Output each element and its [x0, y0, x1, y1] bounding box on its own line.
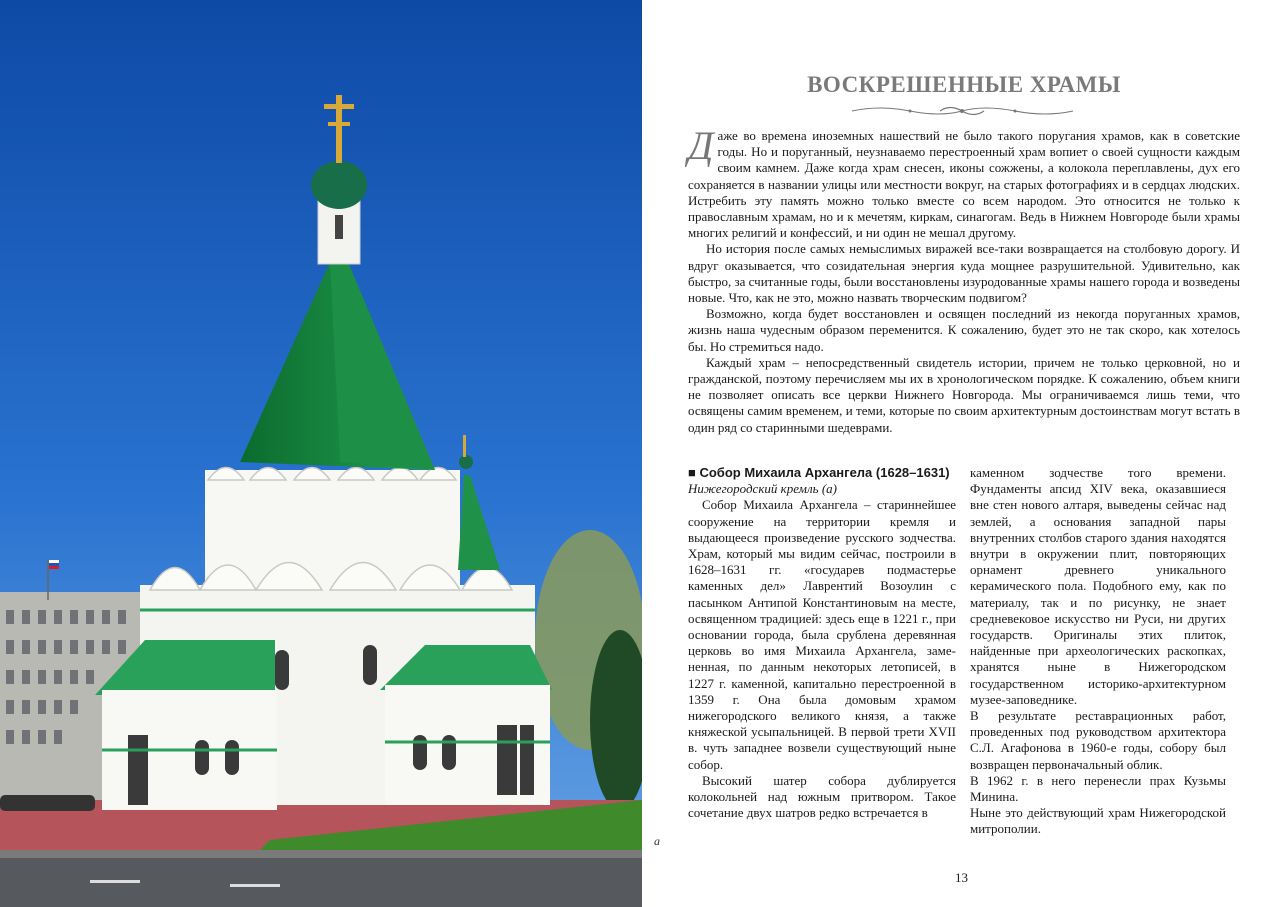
intro-paragraph-4: Каждый храм – непосредственный свидетель истории, причем не только церковной, но и гражданской, поэтому перечисляем мы их в хронологическом порядке. К сожалению, объем книги не позволяет описать все церкви Нижнего Новгорода. Мы ограничиваемся лишь теми, что освящены самим временем, и теми, которые по своим архитектурным достоинствам могут встать в один ряд со старинными шедеврами. — [688, 354, 1240, 435]
section-paragraph-2-text: Высокий шатер собора дублируется колокольней над южным притвором. Такое сочетание двух шатров редко встречается в — [688, 772, 956, 821]
section-location: Нижегородский кремль (а) — [688, 481, 837, 497]
section-paragraph-2 — [688, 773, 956, 822]
intro-paragraph-1: аже во времена иноземных нашествий не было такого поругания храмов, как в советские годы. Но и поруганный, неузнаваемо перестроенный храм вопиет о своей сущности каждым своим камнем. Даже когда храм снесен, иконы сожжены, а колокола переплавлены, дух его сохраняется в названии улицы или местности вокруг, на старых фотографиях и в сердцах людских. Истребить эту память можно только вместе со всем народом. Это относится не только к православным храмам, но и к мечетям, киркам, синагогам. Ведь в Нижнем Новгороде были храмы многих религий и конфессий, и ни один не мешал другому. — [688, 128, 1240, 241]
intro-paragraph-2: Но история после самых немыслимых виражей все-таки возвращается на столбовую дорогу. И вдруг оказывается, что созидательная энергия куда мощнее разрушительной. Удивительно, как быстро, за считанные годы, были восстановлены изуродованные храмы нашего города и возведены новые. Что, как не это, можно назвать творческим подвигом? — [688, 241, 1240, 306]
section-column-left — [688, 465, 956, 821]
church-photo — [0, 0, 642, 907]
intro-paragraph-3: Возможно, когда будет восстановлен и освящен последний из некогда поруганных храмов, жизнь наша чудесным образом переменится. К сожалению, будет это не так скоро, как хотелось бы. Но стремиться надо. — [688, 306, 1240, 354]
figure-label: а — [654, 834, 660, 848]
drop-cap: Д — [688, 123, 714, 168]
section-paragraph-5: Ныне это действующий храм Нижегородской митрополии. — [970, 805, 1226, 837]
section-paragraph-1: Собор Михаила Архангела – стариннейшее сооружение на территории кремля и выдающееся произведение русского зодчества. Храм, который мы видим сейчас, построили в 1628–1631 гг. «государев подмастерье каменных дел» Лаврентий Возоулин с пасынком Антипой Константиновым на месте, освященном традицией: здесь еще в 1221 г., при основании города, была срублена деревянная церковь во имя Михаила Архангела, замененная, по данным некоторых летописей, в 1227 г. каменной, капитально перестроенной в 1359 г. Она была домовым храмом нижегородского великого князя, а также княжеской усыпальницей. В первой трети XVII в. чуть западнее возвели существующий ныне собор. — [688, 497, 956, 772]
page-title: ВОСКРЕШЕННЫЕ ХРАМЫ — [807, 72, 1121, 97]
section-paragraph-4: В 1962 г. в него перенесли прах Кузьмы Минина. — [970, 772, 1226, 805]
ornament-divider — [850, 104, 1075, 118]
section-heading: ■ Собор Михаила Архангела (1628–1631) — [688, 465, 950, 480]
intro-text — [688, 123, 1240, 436]
section-paragraph-3: В результате реставрационных работ, проведенных под руководством архитектора С.Л. Агафонова в 1960-е годы, собору был возвращен первоначальный облик. — [970, 708, 1226, 772]
section-paragraph-2-continued: каменном зодчестве того времени. Фундаменты апсид XIV века, оказавшиеся вне стен нового алтаря, выведены сейчас над землей, а основания западной пары внутренних столбов старого здания находятся внутри в окружении плит, повторяющих орнамент древнего уникального керамического пола. Подобного ему, как по материалу, так и по рисунку, не знает средневековое искусство ни Руси, ни других государств. Оригиналы этих плиток, найденные при археологических раскопках, хранятся ныне в Нижегородском государственном историко-архитектурном музее-заповеднике. — [970, 465, 1226, 707]
section-column-right — [970, 465, 1226, 838]
page-number: 13 — [955, 870, 968, 885]
